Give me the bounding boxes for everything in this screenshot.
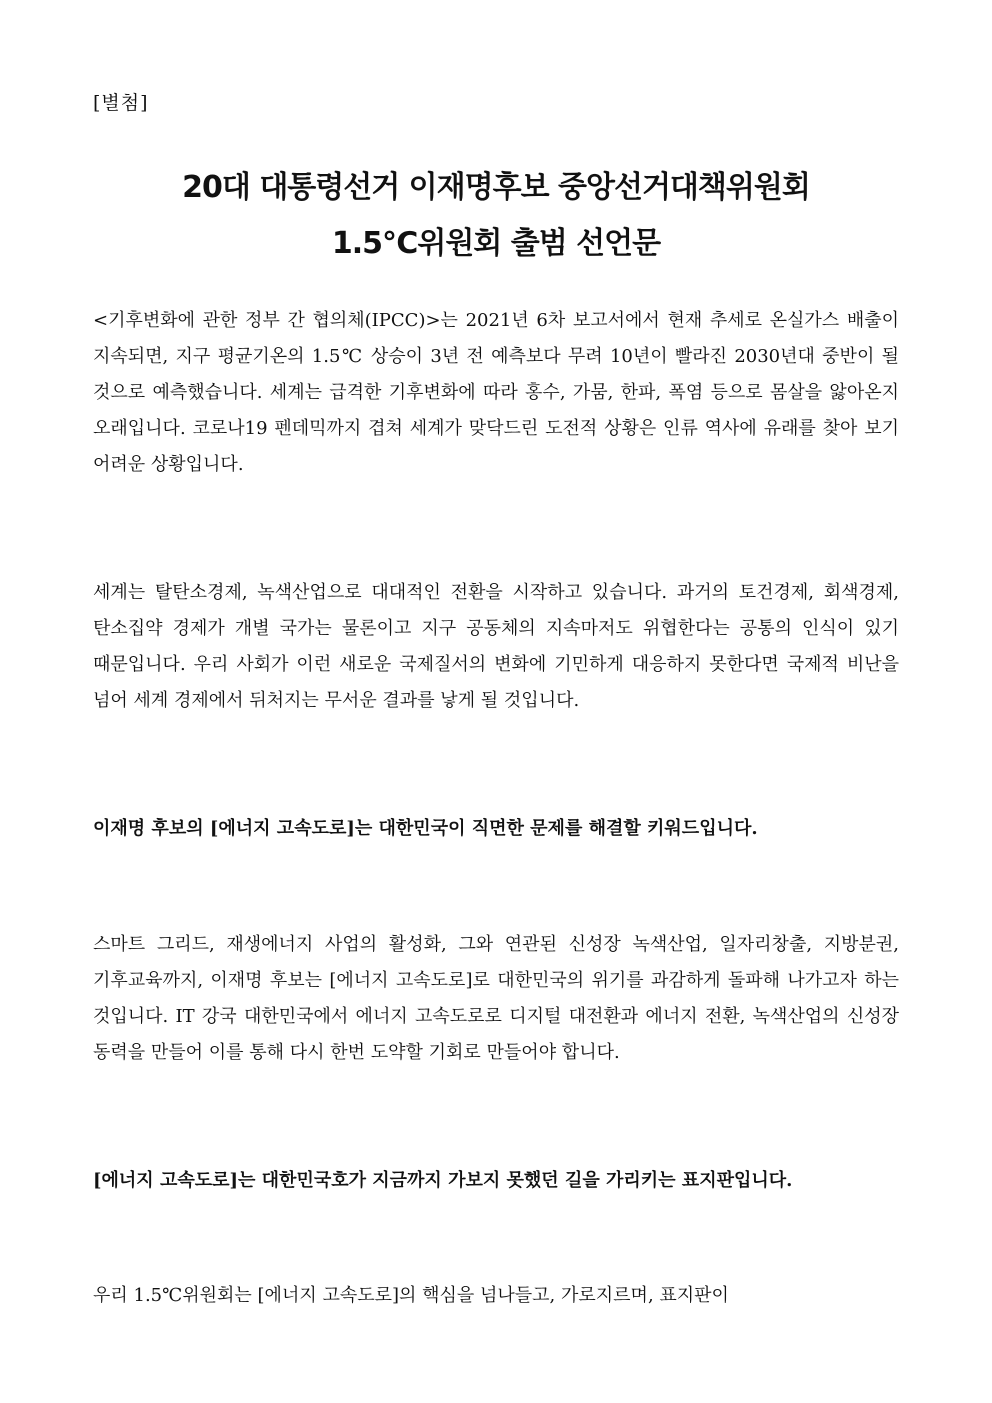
paragraph-ipcc-report: <기후변화에 관한 정부 간 협의체(IPCC)>는 2021년 6차 보고서에서 현재 추세로 온실가스 배출이 지속되면, 지구 평균기온의 1.5℃ 상승이 3년 전 예측보다 무려 10년이 빨라진 2030년대 중반이 될 것으로 예측했습니다. 세계는 급격한 기후변화에 따라 홍수, 가뭄, 한파, 폭염 등으로 몸살을 앓아온지 오래입니다. 코로나19 펜데믹까지 겹쳐 세계가 맞닥드린 도전적 상황은 인류 역사에 유래를 찾아 보기 어려운 상황입니다. <box>93 310 899 475</box>
paragraph-energy-highway-keyword: 이재명 후보의 [에너지 고속도로]는 대한민국이 직면한 문제를 해결할 키워드입니다. <box>93 818 758 839</box>
document-title-line-2: 1.5℃위원회 출범 선언문 <box>331 226 661 261</box>
paragraph-smart-grid: 스마트 그리드, 재생에너지 사업의 활성화, 그와 연관된 신성장 녹색산업, 일자리창출, 지방분권, 기후교육까지, 이재명 후보는 [에너지 고속도로]로 대한민국의 위기를 과감하게 돌파해 나가고자 하는 것입니다. IT 강국 대한민국에서 에너지 고속도로로 디지털 대전환과 에너지 전환, 녹색산업의 신성장 동력을 만들어 이를 통해 다시 한번 도약할 기회로 만들어야 합니다. <box>93 934 899 1063</box>
attachment-label: [별첨] <box>93 92 149 114</box>
document-title-line-1: 20대 대통령선거 이재명후보 중앙선거대책위원회 <box>182 170 810 205</box>
paragraph-signpost: [에너지 고속도로]는 대한민국호가 지금까지 가보지 못했던 길을 가리키는 표지판입니다. <box>93 1170 793 1191</box>
paragraph-transition: 세계는 탈탄소경제, 녹색산업으로 대대적인 전환을 시작하고 있습니다. 과거의 토건경제, 회색경제, 탄소집약 경제가 개별 국가는 물론이고 지구 공동체의 지속마저도 위협한다는 공통의 인식이 있기 때문입니다. 우리 사회가 이런 새로운 국제질서의 변화에 기민하게 대응하지 못한다면 국제적 비난을 넘어 세계 경제에서 뒤처지는 무서운 결과를 낳게 될 것입니다. <box>93 582 899 711</box>
paragraph-committee: 우리 1.5℃위원회는 [에너지 고속도로]의 핵심을 넘나들고, 가로지르며, 표지판이 <box>93 1285 729 1306</box>
